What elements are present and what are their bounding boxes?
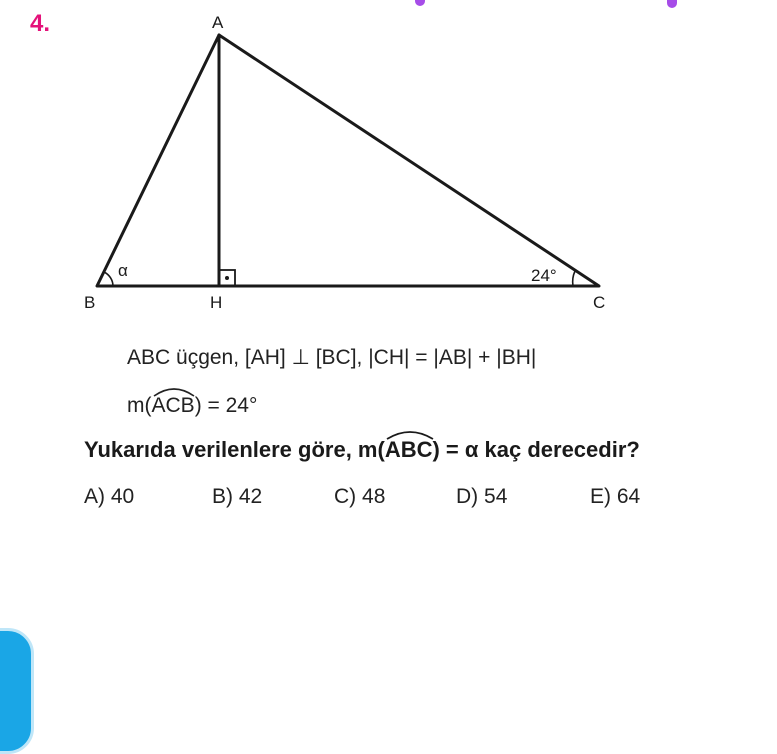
angle-b-arc <box>104 272 113 286</box>
triangle-abc <box>97 35 599 286</box>
angle-b-label: α <box>118 261 128 280</box>
choice-c[interactable]: C) 48 <box>334 485 386 508</box>
angle-arc-icon <box>152 385 196 397</box>
measure-prefix: m( <box>127 394 152 417</box>
choice-e[interactable]: E) 64 <box>590 485 641 508</box>
given-statement-2 <box>127 394 257 418</box>
question-number: 4. <box>30 10 51 37</box>
page-corner-badge <box>0 628 34 754</box>
right-angle-dot <box>225 276 229 280</box>
choice-a[interactable]: A) 40 <box>84 485 135 508</box>
angle-acb-notation: ACB <box>152 394 195 418</box>
vertex-label-a: A <box>212 13 224 32</box>
given-statement-1: ABC üçgen, [AH] ⊥ [BC], |CH| = |AB| + |BH| <box>127 346 537 369</box>
vertex-label-c: C <box>593 293 606 312</box>
answer-choices <box>0 485 777 515</box>
question-text: Yukarıda verilenlere göre, m( ABC) = α kaç derecedir? <box>84 437 640 463</box>
triangle-diagram <box>0 0 777 330</box>
angle-c-label: 24° <box>531 266 557 285</box>
choice-b[interactable]: B) 42 <box>212 485 263 508</box>
measure-suffix: ) = 24° <box>194 394 258 417</box>
angle-abc-notation: ABC <box>385 437 433 463</box>
angle-arc-icon <box>385 428 435 440</box>
vertex-label-h: H <box>210 293 223 312</box>
choice-d[interactable]: D) 54 <box>456 485 508 508</box>
vertex-label-b: B <box>84 293 96 312</box>
angle-c-arc <box>573 271 575 286</box>
